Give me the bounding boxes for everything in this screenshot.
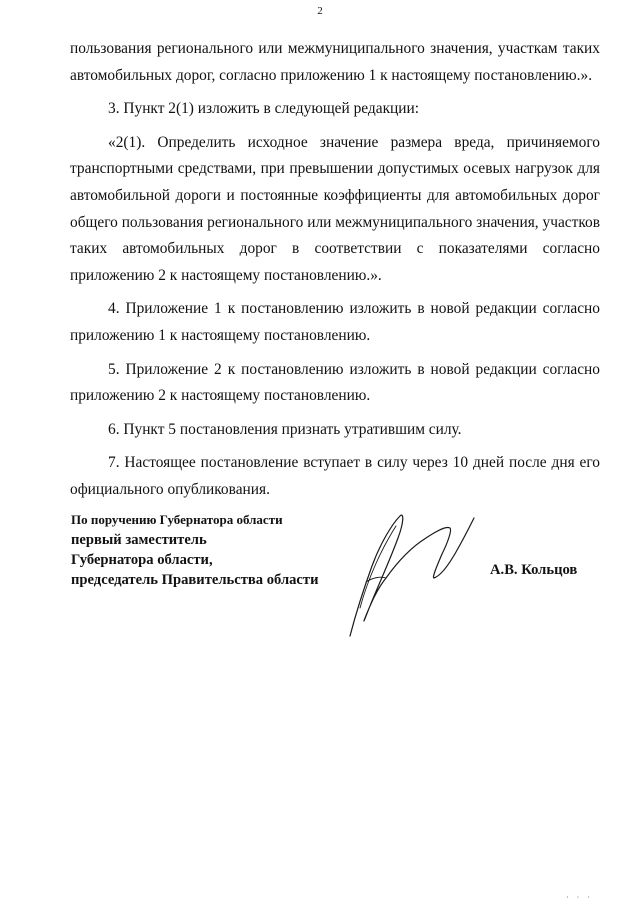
paragraph-item-3-text: «2(1). Определить исходное значение размера вреда, причиняемого транспортными средствами, при превышении допустимых осевых нагрузок для автомобильной дороги и постоянные коэффициенты для автомобильных дорог общего пользования регионального или межмуниципального значения, участков таких автомобильных дорог в соответствии с показателями согласно приложению 2 к настоящему постановлению.». — [70, 133, 600, 284]
signatory-name: А.В. Кольцов — [490, 562, 578, 578]
signatory-title-line-3: председатель Правительства области — [71, 572, 319, 588]
paragraph-item-6: 6. Пункт 5 постановления признать утратившим силу. — [108, 420, 462, 438]
signatory-title-line-1: первый заместитель — [71, 532, 207, 548]
paragraph-item-5: 5. Приложение 2 к постановлению изложить в новой редакции согласно приложению 2 к настоящему постановлению. — [70, 360, 600, 405]
scan-marks: · · · — [566, 893, 593, 902]
paragraph-item-3: 3. Пункт 2(1) изложить в следующей редакции: — [108, 100, 420, 118]
signatory-title-line-2: Губернатора области, — [71, 552, 213, 568]
page-number: 2 — [317, 5, 323, 17]
paragraph-item-7: 7. Настоящее постановление вступает в силу через 10 дней после дня его официального опубликования. — [70, 454, 600, 498]
handwritten-signature — [338, 508, 488, 643]
document-body — [70, 36, 600, 511]
paragraph-continuation: пользования регионального или межмуниципального значения, участкам таких автомобильных дорог, согласно приложению 1 к настоящему постановлению.». — [70, 40, 600, 84]
paragraph-item-4: 4. Приложение 1 к постановлению изложить в новой редакции согласно приложению 1 к настоящему постановлению. — [70, 300, 600, 344]
signatory-authority-line: По поручению Губернатора области — [71, 512, 283, 527]
